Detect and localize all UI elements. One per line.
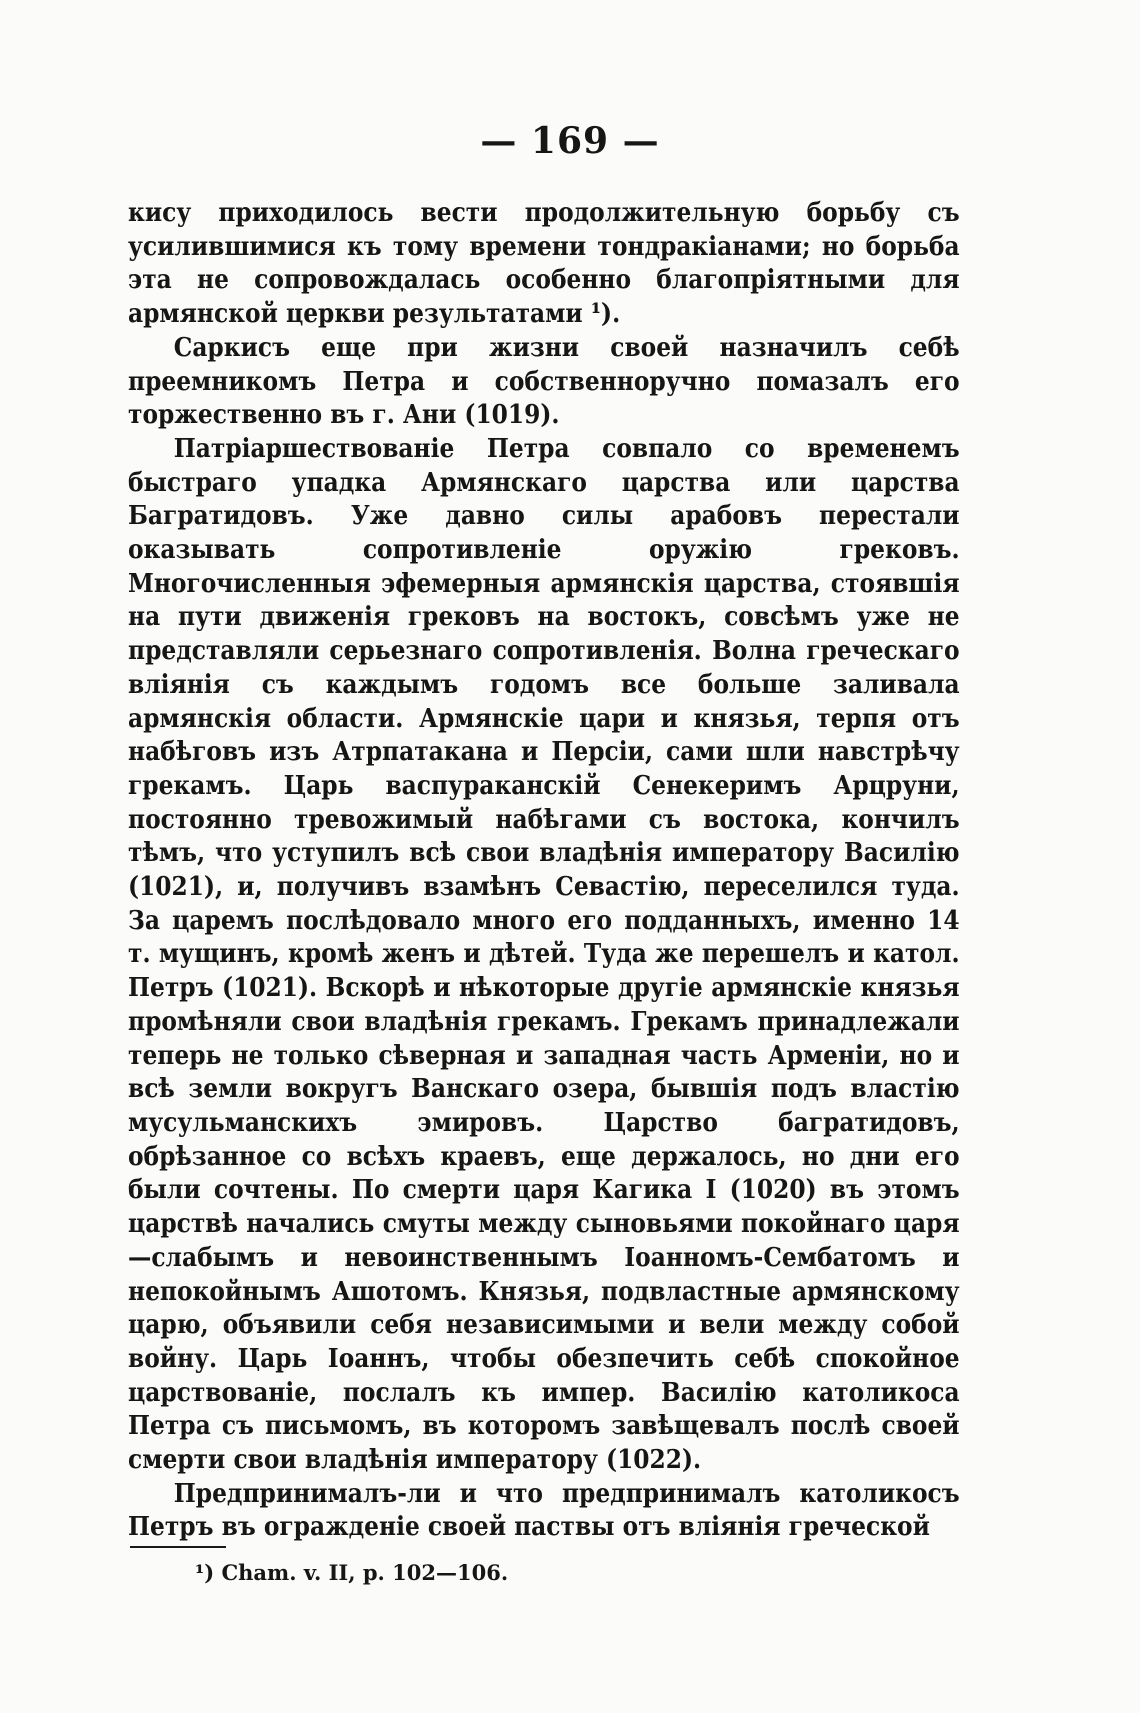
paragraph-patriarchate: Патріаршествованіе Петра совпало со временемъ быстраго упадка Армянскаго царства или царства Багратидовъ. Уже давно силы арабовъ перестали оказывать сопротивленіе оружію грековъ. Многочисленныя эфемерныя армянскія царства, стоявшія на пути движенія грековъ на востокъ, совсѣмъ уже не представляли серьезнаго сопротивленія. Волна греческаго вліянія съ каждымъ годомъ все больше заливала армянскія области. Армянскіе цари и князья, терпя отъ набѣговъ изъ Атрпатакана и Персіи, сами шли навстрѣчу грекамъ. Царь васпураканскій Сенекеримъ Арцруни, постоянно тревожимый набѣгами съ востока, кончилъ тѣмъ, что уступилъ всѣ свои владѣнія императору Василію (1021), и, получивъ взамѣнъ Севастію, переселился туда. За царемъ послѣдовало много его подданныхъ, именно 14 т. мущинъ, кромѣ женъ и дѣтей. Туда же перешелъ и катол. Петръ (1021). Вскорѣ и нѣкоторые другіе армянскіе князья промѣняли свои владѣнія грекамъ. Грекамъ принадлежали теперь не только сѣверная и западная часть Арменіи, но и всѣ земли вокругъ Ванскаго озера, бывшія подъ властію мусульманскихъ эмировъ. Царство багратидовъ, обрѣзанное со всѣхъ краевъ, еще держалось, но дни его были сочтены. По смерти царя Кагика I (1020) въ этомъ царствѣ начались смуты между сыновьями покойнаго царя—слабымъ и невоинственнымъ Іоанномъ-Сембатомъ и непокойнымъ Ашотомъ. Князья, подвластные армянскому царю, объявили себя независимыми и вели между собой войну. Царь Іоаннъ, чтобы обезпечить себѣ спокойное царствованіе, послалъ къ импер. Василію католикоса Петра съ письмомъ, въ которомъ завѣщевалъ послѣ своей смерти свои владѣнія императору (1022). [128,432,960,1476]
body-text [128,196,960,1544]
paragraph-question: Предпринималъ-ли и что предпринималъ католикосъ Петръ въ огражденіе своей паствы отъ вліянія греческой [128,1477,960,1543]
paragraph-sarkis: Саркисъ еще при жизни своей назначилъ себѣ преемникомъ Петра и собственноручно помазалъ его торжественно въ г. Ани (1019). [128,331,960,431]
page-number: — 169 — [480,120,660,162]
footnote: ¹) Cham. v. II, p. 102—106. [195,1560,509,1585]
paragraph-continuation: кису приходилось вести продолжительную борьбу съ усилившимися къ тому времени тондракіанами; но борьба эта не сопровождалась особенно благопріятными для армянской церкви результатами ¹). [128,197,960,330]
footnote-divider [130,1546,226,1548]
